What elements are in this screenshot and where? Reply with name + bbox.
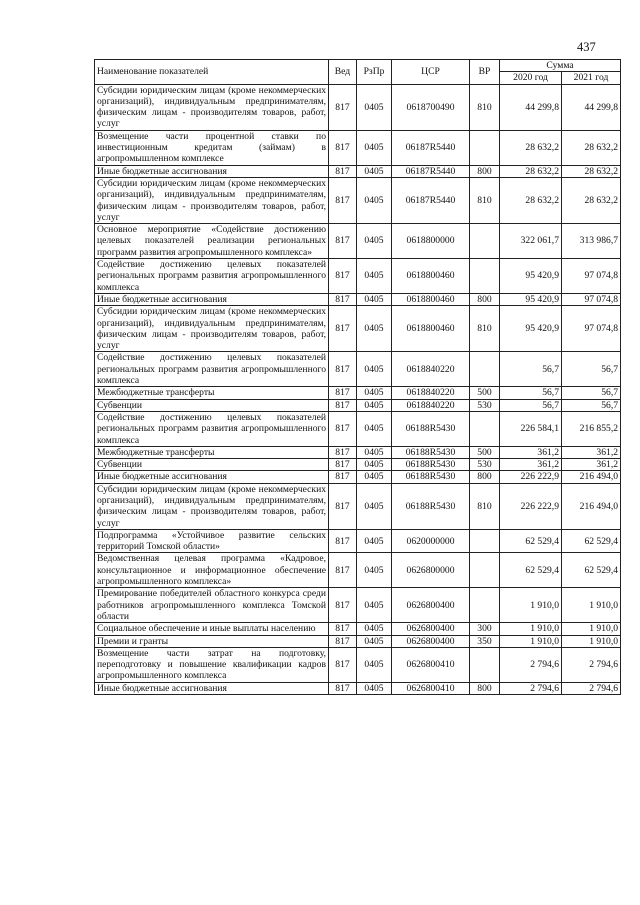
row-rzpr: 0405	[357, 471, 392, 483]
row-sum-2020: 361,2	[500, 446, 562, 458]
row-sum-2021: 1 910,0	[562, 623, 621, 635]
row-vr	[470, 529, 500, 553]
row-name: Межбюджетные трансферты	[95, 446, 329, 458]
row-sum-2020: 56,7	[500, 399, 562, 411]
row-name: Социальное обеспечение и иные выплаты населению	[95, 623, 329, 635]
row-sum-2020: 62 529,4	[500, 553, 562, 588]
table-row	[95, 529, 621, 553]
table-row	[95, 635, 621, 647]
row-vr: 530	[470, 399, 500, 411]
row-sum-2021: 62 529,4	[562, 553, 621, 588]
row-vr: 810	[470, 306, 500, 352]
row-rzpr: 0405	[357, 588, 392, 623]
header-name: Наименование показателей	[95, 60, 329, 85]
row-name: Субвенции	[95, 459, 329, 471]
header-vr: ВР	[470, 60, 500, 85]
table-row	[95, 588, 621, 623]
row-ved: 817	[329, 446, 357, 458]
row-rzpr: 0405	[357, 682, 392, 694]
row-rzpr: 0405	[357, 529, 392, 553]
row-sum-2021: 1 910,0	[562, 635, 621, 647]
table-row	[95, 130, 621, 165]
row-csr: 0626800400	[392, 588, 470, 623]
row-name: Субсидии юридическим лицам (кроме некоммерческих организаций), индивидуальным предпринимателям, физическим лицам - производителям товаров, работ, услуг	[95, 306, 329, 352]
row-csr: 0618840220	[392, 387, 470, 399]
row-rzpr: 0405	[357, 411, 392, 446]
budget-table	[94, 59, 621, 695]
row-sum-2020: 2 794,6	[500, 647, 562, 682]
row-ved: 817	[329, 399, 357, 411]
row-name: Возмещение части затрат на подготовку, переподготовку и повышение квалификации кадров агропромышленного комплекса	[95, 647, 329, 682]
row-ved: 817	[329, 682, 357, 694]
row-sum-2021: 28 632,2	[562, 130, 621, 165]
row-csr: 0626800410	[392, 647, 470, 682]
row-sum-2020: 28 632,2	[500, 177, 562, 223]
row-name: Субсидии юридическим лицам (кроме некоммерческих организаций), индивидуальным предпринимателям, физическим лицам - производителям товаров, работ, услуг	[95, 177, 329, 223]
page-number: 437	[577, 40, 596, 54]
row-vr	[470, 224, 500, 259]
row-sum-2021: 97 074,8	[562, 293, 621, 305]
table-row	[95, 84, 621, 130]
row-csr: 06188R5430	[392, 459, 470, 471]
row-sum-2020: 1 910,0	[500, 588, 562, 623]
row-sum-2020: 322 061,7	[500, 224, 562, 259]
row-ved: 817	[329, 224, 357, 259]
row-sum-2020: 28 632,2	[500, 165, 562, 177]
row-ved: 817	[329, 259, 357, 294]
row-rzpr: 0405	[357, 293, 392, 305]
table-row	[95, 387, 621, 399]
table-row	[95, 411, 621, 446]
row-sum-2020: 226 222,9	[500, 471, 562, 483]
row-name: Межбюджетные трансферты	[95, 387, 329, 399]
table-body	[95, 84, 621, 694]
row-name: Содействие достижению целевых показателей региональных программ развития агропромышленного комплекса	[95, 411, 329, 446]
row-csr: 0618840220	[392, 352, 470, 387]
row-rzpr: 0405	[357, 647, 392, 682]
row-rzpr: 0405	[357, 165, 392, 177]
header-year-2021: 2021 год	[562, 72, 621, 84]
row-vr	[470, 553, 500, 588]
row-name: Субсидии юридическим лицам (кроме некоммерческих организаций), индивидуальным предпринимателям, физическим лицам - производителям товаров, работ, услуг	[95, 483, 329, 529]
table-row	[95, 471, 621, 483]
row-csr: 06188R5430	[392, 471, 470, 483]
row-sum-2021: 44 299,8	[562, 84, 621, 130]
row-vr	[470, 130, 500, 165]
row-sum-2020: 1 910,0	[500, 635, 562, 647]
row-sum-2020: 56,7	[500, 387, 562, 399]
row-name: Основное мероприятие «Содействие достижению целевых показателей реализации региональных программ развития агропромышленного комплекса»	[95, 224, 329, 259]
row-ved: 817	[329, 306, 357, 352]
row-sum-2021: 216 494,0	[562, 471, 621, 483]
row-vr: 800	[470, 293, 500, 305]
row-csr: 06187R5440	[392, 165, 470, 177]
row-csr: 0626800410	[392, 682, 470, 694]
row-csr: 0618800000	[392, 224, 470, 259]
row-rzpr: 0405	[357, 635, 392, 647]
row-vr: 500	[470, 446, 500, 458]
row-sum-2021: 97 074,8	[562, 306, 621, 352]
row-sum-2020: 226 222,9	[500, 483, 562, 529]
row-ved: 817	[329, 459, 357, 471]
row-sum-2020: 226 584,1	[500, 411, 562, 446]
row-vr: 810	[470, 84, 500, 130]
row-ved: 817	[329, 529, 357, 553]
row-sum-2020: 95 420,9	[500, 259, 562, 294]
row-ved: 817	[329, 635, 357, 647]
row-csr: 06187R5440	[392, 177, 470, 223]
row-rzpr: 0405	[357, 224, 392, 259]
row-vr: 800	[470, 682, 500, 694]
table-row	[95, 446, 621, 458]
row-ved: 817	[329, 647, 357, 682]
row-rzpr: 0405	[357, 399, 392, 411]
table-row	[95, 259, 621, 294]
row-vr: 800	[470, 165, 500, 177]
row-csr: 0618840220	[392, 399, 470, 411]
row-rzpr: 0405	[357, 84, 392, 130]
table-row	[95, 177, 621, 223]
row-name: Ведомственная целевая программа «Кадровое, консультационное и информационное обеспечение агропромышленного комплекса»	[95, 553, 329, 588]
row-csr: 0618800460	[392, 259, 470, 294]
row-sum-2021: 62 529,4	[562, 529, 621, 553]
row-sum-2021: 1 910,0	[562, 588, 621, 623]
row-csr: 0618700490	[392, 84, 470, 130]
row-csr: 06188R5430	[392, 446, 470, 458]
row-name: Субвенции	[95, 399, 329, 411]
row-vr	[470, 411, 500, 446]
table-row	[95, 682, 621, 694]
row-sum-2021: 56,7	[562, 387, 621, 399]
row-rzpr: 0405	[357, 259, 392, 294]
row-vr	[470, 259, 500, 294]
table-row	[95, 352, 621, 387]
row-rzpr: 0405	[357, 459, 392, 471]
table-row	[95, 306, 621, 352]
row-sum-2021: 216 855,2	[562, 411, 621, 446]
header-sum: Сумма	[500, 60, 621, 72]
row-vr	[470, 588, 500, 623]
row-ved: 817	[329, 387, 357, 399]
row-ved: 817	[329, 177, 357, 223]
table-row	[95, 647, 621, 682]
row-sum-2021: 28 632,2	[562, 165, 621, 177]
row-csr: 0620000000	[392, 529, 470, 553]
row-sum-2020: 361,2	[500, 459, 562, 471]
row-sum-2020: 44 299,8	[500, 84, 562, 130]
table-row	[95, 399, 621, 411]
row-rzpr: 0405	[357, 483, 392, 529]
row-vr	[470, 352, 500, 387]
row-vr	[470, 647, 500, 682]
row-name: Иные бюджетные ассигнования	[95, 682, 329, 694]
table-row	[95, 553, 621, 588]
row-vr: 350	[470, 635, 500, 647]
row-csr: 06188R5430	[392, 411, 470, 446]
header-year-2020: 2020 год	[500, 72, 562, 84]
row-csr: 0626800400	[392, 635, 470, 647]
header-ved: Вед	[329, 60, 357, 85]
table-row	[95, 293, 621, 305]
row-name: Субсидии юридическим лицам (кроме некоммерческих организаций), индивидуальным предпринимателям, физическим лицам - производителям товаров, работ, услуг	[95, 84, 329, 130]
row-sum-2020: 56,7	[500, 352, 562, 387]
row-sum-2021: 28 632,2	[562, 177, 621, 223]
row-ved: 817	[329, 293, 357, 305]
row-vr: 530	[470, 459, 500, 471]
row-csr: 06187R5440	[392, 130, 470, 165]
row-sum-2020: 95 420,9	[500, 293, 562, 305]
table-row	[95, 623, 621, 635]
row-ved: 817	[329, 483, 357, 529]
row-csr: 0626800400	[392, 623, 470, 635]
row-sum-2021: 361,2	[562, 446, 621, 458]
row-sum-2021: 361,2	[562, 459, 621, 471]
row-sum-2020: 28 632,2	[500, 130, 562, 165]
row-name: Содействие достижению целевых показателей региональных программ развития агропромышленного комплекса	[95, 259, 329, 294]
row-name: Премирование победителей областного конкурса среди работников агропромышленного комплекса Томской области	[95, 588, 329, 623]
row-vr: 500	[470, 387, 500, 399]
row-ved: 817	[329, 165, 357, 177]
row-name: Содействие достижению целевых показателей региональных программ развития агропромышленного комплекса	[95, 352, 329, 387]
row-sum-2020: 1 910,0	[500, 623, 562, 635]
row-csr: 06188R5430	[392, 483, 470, 529]
row-ved: 817	[329, 553, 357, 588]
row-rzpr: 0405	[357, 553, 392, 588]
row-ved: 817	[329, 84, 357, 130]
row-name: Иные бюджетные ассигнования	[95, 293, 329, 305]
row-rzpr: 0405	[357, 623, 392, 635]
table-row	[95, 165, 621, 177]
row-vr: 810	[470, 177, 500, 223]
row-sum-2020: 62 529,4	[500, 529, 562, 553]
row-ved: 817	[329, 623, 357, 635]
row-sum-2021: 216 494,0	[562, 483, 621, 529]
row-rzpr: 0405	[357, 130, 392, 165]
row-name: Подпрограмма «Устойчивое развитие сельских территорий Томской области»	[95, 529, 329, 553]
row-sum-2020: 2 794,6	[500, 682, 562, 694]
row-sum-2021: 56,7	[562, 352, 621, 387]
table-row	[95, 459, 621, 471]
row-name: Возмещение части процентной ставки по инвестиционным кредитам (займам) в агропромышленном комплексе	[95, 130, 329, 165]
row-rzpr: 0405	[357, 177, 392, 223]
row-sum-2020: 95 420,9	[500, 306, 562, 352]
row-sum-2021: 97 074,8	[562, 259, 621, 294]
row-sum-2021: 2 794,6	[562, 682, 621, 694]
row-name: Премии и гранты	[95, 635, 329, 647]
row-rzpr: 0405	[357, 387, 392, 399]
table-row	[95, 224, 621, 259]
row-rzpr: 0405	[357, 352, 392, 387]
table-header	[95, 60, 621, 85]
row-ved: 817	[329, 352, 357, 387]
row-vr: 810	[470, 483, 500, 529]
table-row	[95, 483, 621, 529]
row-csr: 0618800460	[392, 293, 470, 305]
row-ved: 817	[329, 130, 357, 165]
header-csr: ЦСР	[392, 60, 470, 85]
row-vr: 800	[470, 471, 500, 483]
row-sum-2021: 313 986,7	[562, 224, 621, 259]
row-sum-2021: 56,7	[562, 399, 621, 411]
row-name: Иные бюджетные ассигнования	[95, 471, 329, 483]
row-csr: 0618800460	[392, 306, 470, 352]
row-rzpr: 0405	[357, 446, 392, 458]
row-csr: 0626800000	[392, 553, 470, 588]
row-ved: 817	[329, 411, 357, 446]
row-ved: 817	[329, 471, 357, 483]
header-rzpr: РзПр	[357, 60, 392, 85]
row-rzpr: 0405	[357, 306, 392, 352]
row-name: Иные бюджетные ассигнования	[95, 165, 329, 177]
row-vr: 300	[470, 623, 500, 635]
row-sum-2021: 2 794,6	[562, 647, 621, 682]
row-ved: 817	[329, 588, 357, 623]
